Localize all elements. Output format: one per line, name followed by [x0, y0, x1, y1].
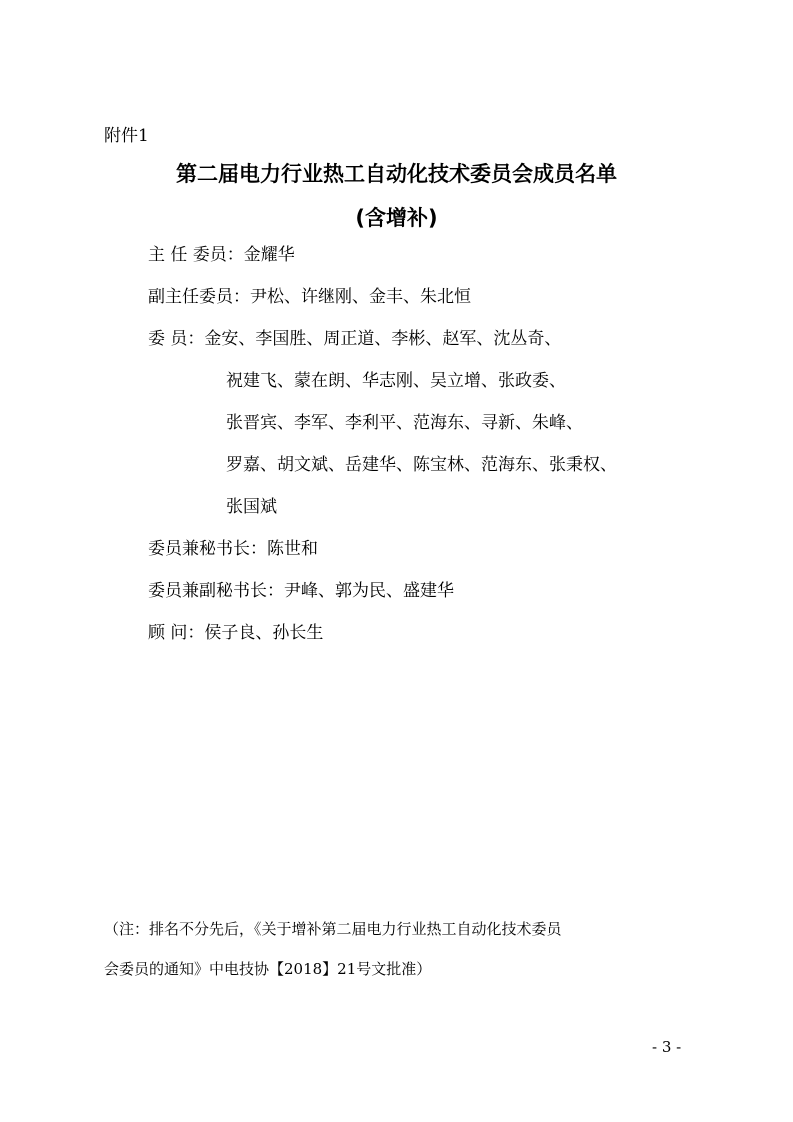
- roster-secretary-general: 委员兼秘书长：陈世和: [148, 539, 318, 559]
- roster-director: 主 任 委员：金耀华: [148, 245, 295, 265]
- footnote-line-1: （注：排名不分先后，《关于增补第二届电力行业热工自动化技术委员: [104, 920, 562, 938]
- roster-advisors: 顾 问：侯子良、孙长生: [148, 623, 324, 643]
- roster-deputy-secretaries: 委员兼副秘书长：尹峰、郭为民、盛建华: [148, 581, 454, 601]
- roster-members-line-5: 张国斌: [226, 497, 277, 517]
- roster-deputy-directors: 副主任委员：尹松、许继刚、金丰、朱北恒: [148, 287, 471, 307]
- attachment-label: 附件1: [104, 126, 149, 146]
- document-subtitle: (含增补): [355, 206, 438, 230]
- roster-members-line-4: 罗嘉、胡文斌、岳建华、陈宝林、范海东、张秉权、: [226, 455, 617, 475]
- page-number: - 3 -: [652, 1038, 682, 1056]
- roster-members-line-2: 祝建飞、蒙在朗、华志刚、吴立增、张政委、: [226, 371, 566, 391]
- footnote-line-2: 会委员的通知》中电技协【2018】21号文批准）: [104, 960, 432, 978]
- roster-members-line-1: 委 员：金安、李国胜、周正道、李彬、赵军、沈丛奇、: [148, 329, 562, 349]
- roster-members-line-3: 张晋宾、李军、李利平、范海东、寻新、朱峰、: [226, 413, 583, 433]
- document-title: 第二届电力行业热工自动化技术委员会成员名单: [176, 162, 617, 186]
